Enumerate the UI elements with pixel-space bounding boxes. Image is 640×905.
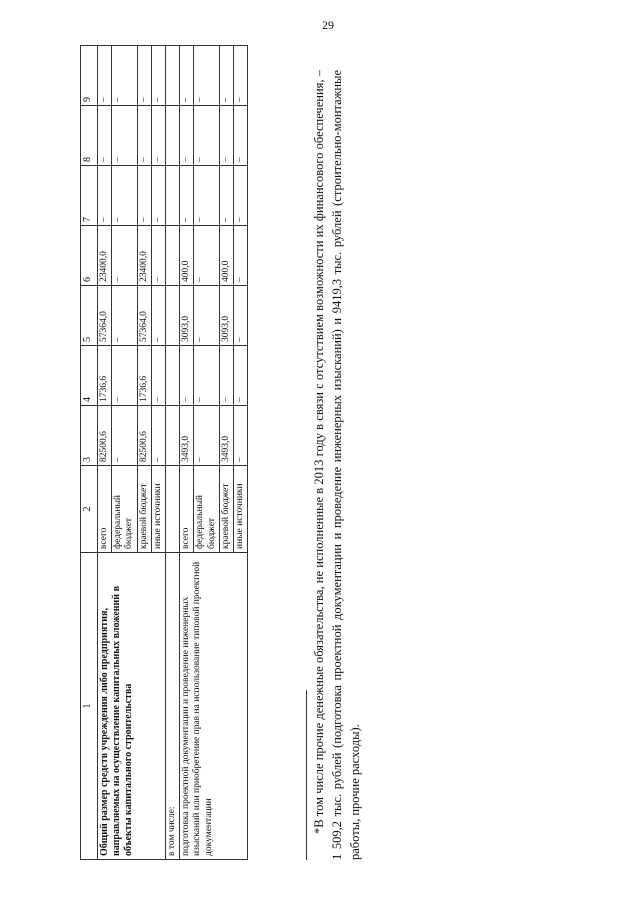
value-cell: – xyxy=(194,46,219,106)
rotated-content xyxy=(80,40,640,860)
section2-title: подготовка проектной документации и проведение инженерных изысканий или приобретение прав на использование типовой проектной документации xyxy=(180,553,248,860)
value-cell: – xyxy=(137,106,151,166)
footnote-text: *В том числе прочие денежные обязательства, не исполненные в 2013 году в связи с отсутствием возможности их финансового обеспечения, – 1 509,2 тыс. рублей (подготовка проектной документации и проведение инженерных изысканий) и 9419,3 тыс. рублей (строительно-монтажные работы, прочие расходы). xyxy=(312,70,363,860)
value-cell: – xyxy=(219,166,233,226)
value-cell: 1736,6 xyxy=(137,346,151,406)
value-cell: – xyxy=(112,106,137,166)
value-cell: – xyxy=(151,286,165,346)
investment-table xyxy=(80,45,248,860)
table-row xyxy=(166,46,180,860)
header-col-3: 3 xyxy=(81,406,98,466)
value-cell: – xyxy=(180,166,194,226)
value-cell: – xyxy=(234,226,248,286)
source-label: федеральный бюджет xyxy=(112,466,137,553)
value-cell: – xyxy=(151,406,165,466)
header-col-8: 8 xyxy=(81,106,98,166)
header-col-7: 7 xyxy=(81,166,98,226)
value-cell: 400,0 xyxy=(219,226,233,286)
header-col-9: 9 xyxy=(81,46,98,106)
value-cell: – xyxy=(151,46,165,106)
value-cell: – xyxy=(180,106,194,166)
source-label: иные источники xyxy=(234,466,248,553)
value-cell: – xyxy=(194,346,219,406)
source-label: краевой бюджет xyxy=(219,466,233,553)
section1-title: Общий размер средств учреждения либо предприятия, направляемых на осуществление капитальных вложений в объекты капитального строительства xyxy=(98,553,166,860)
section2-intro: в том числе: xyxy=(166,553,180,860)
value-cell: 23400,0 xyxy=(98,226,112,286)
value-cell: 400,0 xyxy=(180,226,194,286)
value-cell: – xyxy=(194,406,219,466)
value-cell: 3093,0 xyxy=(219,286,233,346)
empty-cell xyxy=(166,226,180,286)
source-label: краевой бюджет xyxy=(137,466,151,553)
empty-cell xyxy=(166,466,180,553)
value-cell: – xyxy=(137,166,151,226)
value-cell: 23400,0 xyxy=(137,226,151,286)
empty-cell xyxy=(166,346,180,406)
value-cell: – xyxy=(234,106,248,166)
value-cell: – xyxy=(219,46,233,106)
source-label: иные источники xyxy=(151,466,165,553)
value-cell: – xyxy=(180,46,194,106)
value-cell: – xyxy=(112,406,137,466)
header-col-2: 2 xyxy=(81,466,98,553)
value-cell: – xyxy=(234,406,248,466)
empty-cell xyxy=(166,46,180,106)
value-cell: – xyxy=(234,46,248,106)
header-col-6: 6 xyxy=(81,226,98,286)
value-cell: – xyxy=(137,46,151,106)
page-number: 29 xyxy=(322,18,334,32)
empty-cell xyxy=(166,166,180,226)
value-cell: – xyxy=(194,286,219,346)
source-label: федеральный бюджет xyxy=(194,466,219,553)
value-cell: – xyxy=(194,226,219,286)
value-cell: – xyxy=(112,346,137,406)
value-cell: 82500,6 xyxy=(137,406,151,466)
value-cell: – xyxy=(112,46,137,106)
value-cell: – xyxy=(151,106,165,166)
value-cell: – xyxy=(180,346,194,406)
value-cell: 3093,0 xyxy=(180,286,194,346)
header-col-5: 5 xyxy=(81,286,98,346)
value-cell: – xyxy=(151,226,165,286)
value-cell: 1736,6 xyxy=(98,346,112,406)
value-cell: – xyxy=(98,46,112,106)
header-row xyxy=(81,46,98,860)
value-cell: 3493,0 xyxy=(180,406,194,466)
footnote xyxy=(310,70,364,860)
empty-cell xyxy=(166,106,180,166)
header-col-4: 4 xyxy=(81,346,98,406)
table-row xyxy=(180,46,194,860)
footnote-divider xyxy=(306,690,307,860)
value-cell: – xyxy=(234,346,248,406)
empty-cell xyxy=(166,286,180,346)
value-cell: – xyxy=(234,286,248,346)
value-cell: – xyxy=(98,166,112,226)
value-cell: – xyxy=(234,166,248,226)
value-cell: 3493,0 xyxy=(219,406,233,466)
value-cell: – xyxy=(98,106,112,166)
empty-cell xyxy=(166,406,180,466)
value-cell: – xyxy=(151,346,165,406)
value-cell: 57364,0 xyxy=(137,286,151,346)
value-cell: – xyxy=(194,166,219,226)
value-cell: – xyxy=(219,106,233,166)
value-cell: – xyxy=(151,166,165,226)
table-row xyxy=(98,46,112,860)
value-cell: – xyxy=(112,226,137,286)
value-cell: – xyxy=(219,346,233,406)
value-cell: – xyxy=(112,166,137,226)
source-label: всего xyxy=(98,466,112,553)
value-cell: 82500,6 xyxy=(98,406,112,466)
value-cell: – xyxy=(194,106,219,166)
value-cell: 57364,0 xyxy=(98,286,112,346)
header-col-1: 1 xyxy=(81,553,98,860)
source-label: всего xyxy=(180,466,194,553)
value-cell: – xyxy=(112,286,137,346)
